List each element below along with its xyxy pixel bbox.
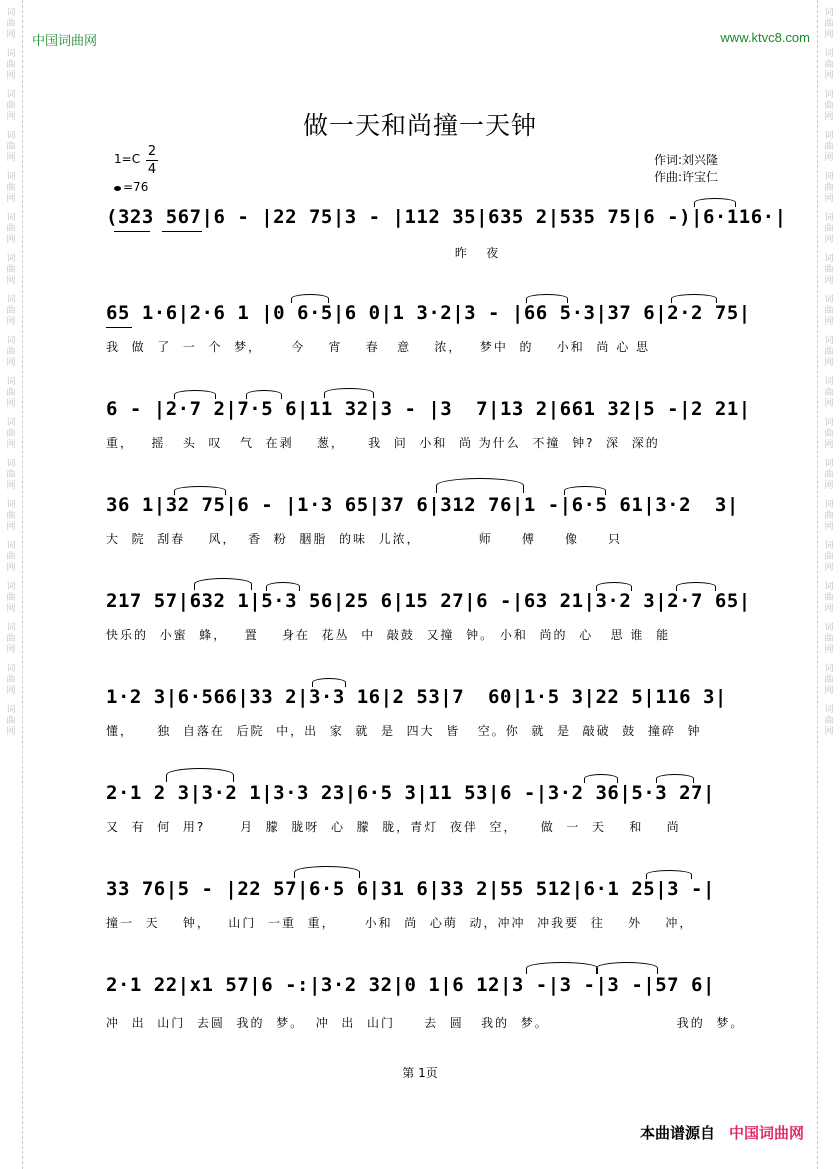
watermark-mark: 词 曲 网 — [824, 8, 834, 40]
site-name[interactable]: 中国词曲网 — [32, 34, 98, 49]
watermark-mark: 词 曲 网 — [6, 295, 16, 327]
slur — [291, 294, 329, 303]
watermark-mark: 词 曲 网 — [6, 418, 16, 450]
slur — [526, 962, 598, 974]
footer-brand-link[interactable]: 中国词曲网 — [728, 1124, 804, 1142]
composer: 作曲:许宝仁 — [654, 170, 719, 184]
slur — [584, 774, 618, 783]
slur — [671, 294, 717, 303]
lyrics-row: 又 有 何 用? 月 朦 胧呀 心 朦 胧，青灯 夜伴 空， 做 一 天 和 尚 — [106, 820, 681, 834]
watermark-mark: 词 曲 网 — [6, 8, 16, 40]
time-top: 2 — [147, 144, 157, 159]
time-signature — [146, 144, 158, 177]
watermark-mark: 词 曲 网 — [6, 254, 16, 286]
lyrics-row: 昨 夜 — [106, 246, 501, 260]
slur — [266, 582, 300, 591]
slur — [596, 582, 632, 591]
watermark-mark: 词 曲 网 — [824, 541, 834, 573]
watermark-mark: 词 曲 网 — [6, 336, 16, 368]
watermark-mark: 词 曲 网 — [824, 49, 834, 81]
slur — [174, 486, 226, 495]
slur — [656, 774, 694, 783]
watermark-mark: 词 曲 网 — [824, 172, 834, 204]
slur — [166, 768, 234, 782]
notation-row: 2·1 22|x1 57|6 -:|3·2 32|0 1|6 12|3 -|3 -|3 -|57 6| — [106, 974, 715, 996]
watermark-mark: 词 曲 网 — [6, 131, 16, 163]
watermark-mark: 词 曲 网 — [6, 459, 16, 491]
credits — [654, 152, 718, 186]
watermark-mark: 词 曲 网 — [824, 336, 834, 368]
lyrics-row: 懂， 独 自落在 后院 中，出 家 就 是 四大 皆 空。你 就 是 敲破 鼓 撞碎 钟 — [106, 724, 702, 738]
page-number: 第 1页 — [402, 1066, 438, 1080]
slur — [694, 198, 736, 207]
slur — [174, 390, 216, 399]
watermark-mark: 词 曲 网 — [6, 377, 16, 409]
notation-row: 33 76|5 - |22 57|6·5 6|31 6|33 2|55 512|6·1 25|3 -| — [106, 878, 715, 900]
slur — [246, 390, 282, 399]
watermark-mark: 词 曲 网 — [6, 582, 16, 614]
watermark-mark: 词 曲 网 — [824, 500, 834, 532]
watermark-mark: 词 曲 网 — [824, 377, 834, 409]
tempo-marking — [114, 180, 148, 194]
watermark-mark: 词 曲 网 — [6, 500, 16, 532]
watermark-mark: 词 曲 网 — [824, 582, 834, 614]
lyrics-row: 大 院 刮春 风， 香 粉 胭脂 的味 儿浓， 师 傅 像 只 — [106, 532, 623, 546]
slur — [564, 486, 606, 495]
notation-row: 6 - |2·7 2|7·5 6|11 32|3 - |3 7|13 2|661 32|5 -|2 21| — [106, 398, 751, 420]
watermark-mark: 词 曲 网 — [824, 90, 834, 122]
slur — [596, 962, 658, 974]
slur — [324, 388, 374, 398]
watermark-mark: 词 曲 网 — [6, 90, 16, 122]
slur — [294, 866, 360, 878]
watermark-mark: 词 曲 网 — [6, 664, 16, 696]
footer-text: 本曲谱源自 — [639, 1124, 715, 1142]
watermark-mark: 词 曲 网 — [824, 254, 834, 286]
key-signature: 1=C — [114, 152, 141, 166]
watermark-mark: 词 曲 网 — [824, 418, 834, 450]
watermark-mark: 词 曲 网 — [824, 213, 834, 245]
notation-row: 1·2 3|6·566|33 2|3·3 16|2 53|7 60|1·5 3|22 5|116 3| — [106, 686, 727, 708]
lyrics-row: 重， 摇 头 叹 气 在剥 葱， 我 问 小和 尚 为什么 不撞 钟? 深 深的 — [106, 436, 660, 450]
underline — [114, 231, 150, 232]
left-edge-watermark — [0, 0, 23, 1169]
watermark-mark: 词 曲 网 — [824, 664, 834, 696]
watermark-mark: 词 曲 网 — [824, 131, 834, 163]
slur — [194, 578, 252, 590]
lyrics-row: 快乐的 小蜜 蜂， 置 身在 花丛 中 敲鼓 又撞 钟。 小和 尚的 心 思 谁 能 — [106, 628, 671, 642]
notation-row: 2·1 2 3|3·2 1|3·3 23|6·5 3|11 53|6 -|3·2 36|5·3 27| — [106, 782, 715, 804]
watermark-mark: 词 曲 网 — [6, 705, 16, 737]
lyrics-row: 撞一 天 钟， 山门 一重 重， 小和 尚 心萌 动，冲冲 冲我要 往 外 冲， — [106, 916, 694, 930]
right-edge-watermark — [817, 0, 840, 1169]
watermark-mark: 词 曲 网 — [824, 623, 834, 655]
quarter-note-icon — [114, 186, 121, 191]
underline — [106, 327, 132, 328]
slur — [312, 678, 346, 687]
slur — [526, 294, 568, 303]
lyrics-row: 冲 出 山门 去圆 我的 梦。 冲 出 山门 去 圆 我的 梦。 我的 梦。 — [106, 1016, 745, 1030]
tempo-value: =76 — [123, 180, 149, 194]
song-title: 做一天和尚撞一天钟 — [302, 111, 537, 140]
site-url[interactable]: www.ktvc8.com — [720, 30, 810, 45]
notation-row: 217 57|632 1|5·3 56|25 6|15 27|6 -|63 21|3·2 3|2·7 65| — [106, 590, 751, 612]
watermark-mark: 词 曲 网 — [824, 459, 834, 491]
watermark-mark: 词 曲 网 — [6, 172, 16, 204]
lyricist: 作词:刘兴隆 — [654, 153, 719, 167]
time-bottom: 4 — [147, 162, 157, 177]
notation-row: 65 1·6|2·6 1 |0 6·5|6 0|1 3·2|3 - |66 5·3|37 6|2·2 75| — [106, 302, 751, 324]
notation-row: (323 567|6 - |22 75|3 - |112 35|635 2|535 75|6 -)|6·116·| — [106, 206, 787, 228]
watermark-mark: 词 曲 网 — [6, 541, 16, 573]
slur — [646, 870, 692, 879]
slur — [436, 478, 524, 493]
lyrics-row: 我 做 了 一 个 梦， 今 宵 春 意 浓， 梦中 的 小和 尚 心 思 — [106, 340, 651, 354]
watermark-mark: 词 曲 网 — [824, 705, 834, 737]
slur — [676, 582, 716, 591]
source-footer — [640, 1122, 804, 1143]
watermark-mark: 词 曲 网 — [824, 295, 834, 327]
underline — [162, 231, 202, 232]
notation-row: 36 1|32 75|6 - |1·3 65|37 6|312 76|1 -|6·5 61|3·2 3| — [106, 494, 739, 516]
watermark-mark: 词 曲 网 — [6, 49, 16, 81]
watermark-mark: 词 曲 网 — [6, 213, 16, 245]
watermark-mark: 词 曲 网 — [6, 623, 16, 655]
